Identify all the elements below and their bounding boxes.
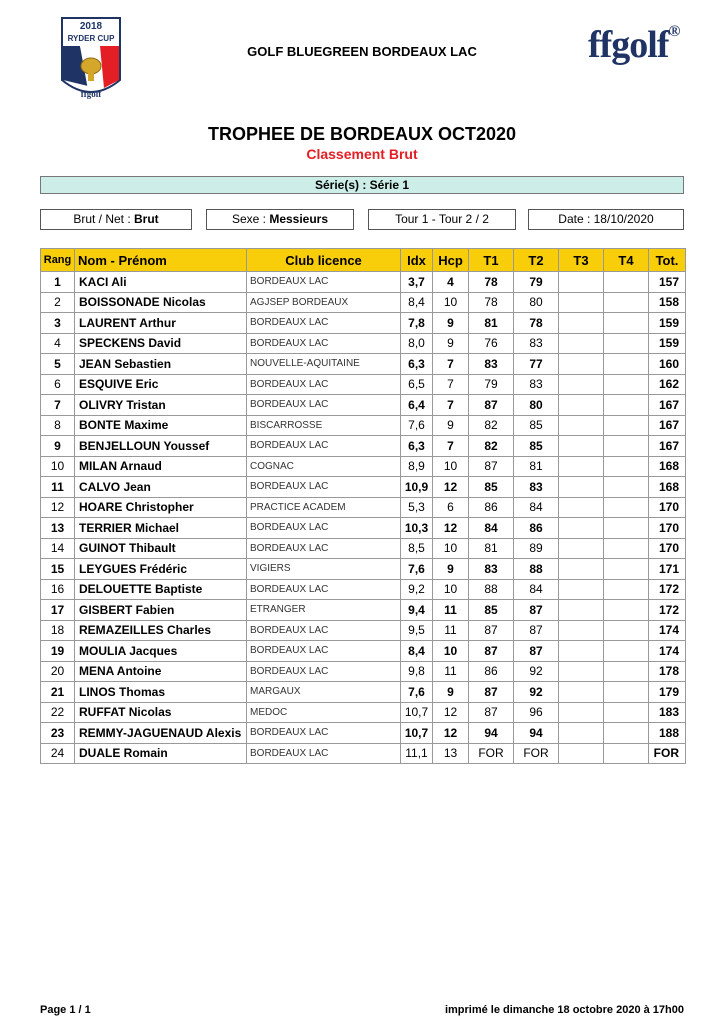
- cell-club: NOUVELLE-AQUITAINE: [247, 354, 401, 375]
- table-row: [41, 559, 686, 580]
- cell-t1: 82: [469, 436, 514, 457]
- cell-rang: 11: [41, 477, 75, 498]
- cell-hcp: 11: [433, 620, 469, 641]
- cell-t2: FOR: [514, 743, 559, 764]
- cell-hcp: 9: [433, 559, 469, 580]
- ffgolf-logo: ffgolf®: [588, 23, 680, 66]
- cell-rang: 6: [41, 374, 75, 395]
- cell-t3: [559, 600, 604, 621]
- cell-idx: 8,4: [401, 292, 433, 313]
- cell-idx: 9,8: [401, 661, 433, 682]
- cell-t1: 83: [469, 559, 514, 580]
- brut-net-box: [40, 209, 192, 230]
- cell-t1: 87: [469, 395, 514, 416]
- cell-t3: [559, 415, 604, 436]
- cell-rang: 20: [41, 661, 75, 682]
- cell-t2: 84: [514, 497, 559, 518]
- table-row: [41, 641, 686, 662]
- sexe-label: Sexe :: [231, 212, 270, 226]
- cell-t2: 83: [514, 374, 559, 395]
- cell-t1: 85: [469, 600, 514, 621]
- table-row: [41, 702, 686, 723]
- cell-rang: 2: [41, 292, 75, 313]
- cell-idx: 7,6: [401, 682, 433, 703]
- cell-t2: 83: [514, 477, 559, 498]
- date-box: Date : 18/10/2020: [528, 209, 684, 230]
- cell-club: BORDEAUX LAC: [247, 477, 401, 498]
- cell-tot: 158: [649, 292, 686, 313]
- cell-idx: 7,6: [401, 559, 433, 580]
- cell-t2: 80: [514, 292, 559, 313]
- column-header-t3: T3: [559, 249, 604, 272]
- cell-club: COGNAC: [247, 456, 401, 477]
- cell-rang: 5: [41, 354, 75, 375]
- cell-hcp: 7: [433, 354, 469, 375]
- cell-hcp: 9: [433, 333, 469, 354]
- sexe-value: Messieurs: [269, 212, 329, 226]
- table-row: [41, 415, 686, 436]
- cell-nom: MENA Antoine: [75, 661, 247, 682]
- cell-t1: 81: [469, 538, 514, 559]
- cell-t4: [604, 415, 649, 436]
- cell-club: BORDEAUX LAC: [247, 620, 401, 641]
- cell-t4: [604, 620, 649, 641]
- cell-nom: BENJELLOUN Youssef: [75, 436, 247, 457]
- cell-t4: [604, 600, 649, 621]
- cell-t4: [604, 723, 649, 744]
- page-title: TROPHEE DE BORDEAUX OCT2020: [207, 124, 517, 144]
- cell-t4: [604, 374, 649, 395]
- cell-tot: 171: [649, 559, 686, 580]
- cell-t2: 85: [514, 415, 559, 436]
- column-header-rang: Rang: [41, 249, 75, 272]
- cell-idx: 10,7: [401, 702, 433, 723]
- cell-idx: 8,0: [401, 333, 433, 354]
- club-name: GOLF BLUEGREEN BORDEAUX LAC: [247, 44, 477, 59]
- cell-rang: 13: [41, 518, 75, 539]
- cell-t4: [604, 682, 649, 703]
- results-table: [40, 248, 686, 764]
- cell-rang: 15: [41, 559, 75, 580]
- cell-t3: [559, 661, 604, 682]
- table-row: [41, 354, 686, 375]
- cell-t1: 79: [469, 374, 514, 395]
- cell-nom: MILAN Arnaud: [75, 456, 247, 477]
- cell-t3: [559, 477, 604, 498]
- cell-t1: 88: [469, 579, 514, 600]
- cell-tot: 170: [649, 538, 686, 559]
- cell-nom: DUALE Romain: [75, 743, 247, 764]
- cell-club: MEDOC: [247, 702, 401, 723]
- cell-nom: CALVO Jean: [75, 477, 247, 498]
- cell-t4: [604, 456, 649, 477]
- cell-rang: 18: [41, 620, 75, 641]
- cell-idx: 7,6: [401, 415, 433, 436]
- cell-tot: 183: [649, 702, 686, 723]
- cell-hcp: 12: [433, 477, 469, 498]
- cell-t2: 92: [514, 661, 559, 682]
- cell-t1: FOR: [469, 743, 514, 764]
- cell-t1: 87: [469, 620, 514, 641]
- cell-club: BORDEAUX LAC: [247, 579, 401, 600]
- cell-idx: 9,2: [401, 579, 433, 600]
- cell-t2: 81: [514, 456, 559, 477]
- cell-nom: KACI Ali: [75, 272, 247, 293]
- table-row: [41, 436, 686, 457]
- cell-idx: 5,3: [401, 497, 433, 518]
- cell-idx: 6,3: [401, 436, 433, 457]
- cell-hcp: 4: [433, 272, 469, 293]
- cell-t4: [604, 333, 649, 354]
- cell-nom: OLIVRY Tristan: [75, 395, 247, 416]
- cell-hcp: 12: [433, 518, 469, 539]
- table-row: [41, 682, 686, 703]
- cell-hcp: 10: [433, 641, 469, 662]
- tour-box: Tour 1 - Tour 2 / 2: [368, 209, 516, 230]
- cell-rang: 10: [41, 456, 75, 477]
- cell-t3: [559, 518, 604, 539]
- table-row: [41, 538, 686, 559]
- cell-hcp: 9: [433, 313, 469, 334]
- sexe-box: [206, 209, 354, 230]
- cell-nom: HOARE Christopher: [75, 497, 247, 518]
- cell-t2: 85: [514, 436, 559, 457]
- cell-tot: 167: [649, 395, 686, 416]
- cell-t4: [604, 579, 649, 600]
- cell-nom: MOULIA Jacques: [75, 641, 247, 662]
- cell-tot: 170: [649, 518, 686, 539]
- cell-nom: GISBERT Fabien: [75, 600, 247, 621]
- cell-t2: 87: [514, 600, 559, 621]
- cell-club: BORDEAUX LAC: [247, 436, 401, 457]
- cell-hcp: 10: [433, 292, 469, 313]
- cell-rang: 4: [41, 333, 75, 354]
- cell-club: MARGAUX: [247, 682, 401, 703]
- cell-t4: [604, 661, 649, 682]
- cell-club: AGJSEP BORDEAUX: [247, 292, 401, 313]
- cell-club: BORDEAUX LAC: [247, 395, 401, 416]
- cell-nom: BOISSONADE Nicolas: [75, 292, 247, 313]
- cell-t2: 77: [514, 354, 559, 375]
- cell-rang: 14: [41, 538, 75, 559]
- cell-t1: 78: [469, 292, 514, 313]
- cell-club: BISCARROSSE: [247, 415, 401, 436]
- cell-club: BORDEAUX LAC: [247, 743, 401, 764]
- table-row: [41, 600, 686, 621]
- cell-tot: 174: [649, 620, 686, 641]
- cell-nom: ESQUIVE Eric: [75, 374, 247, 395]
- cell-t4: [604, 477, 649, 498]
- cell-tot: 172: [649, 600, 686, 621]
- cell-rang: 19: [41, 641, 75, 662]
- cell-rang: 7: [41, 395, 75, 416]
- cell-hcp: 11: [433, 661, 469, 682]
- cell-t2: 87: [514, 620, 559, 641]
- table-row: [41, 477, 686, 498]
- printed-date: imprimé le dimanche 18 octobre 2020 à 17h00: [444, 1004, 684, 1016]
- cell-t2: 89: [514, 538, 559, 559]
- cell-t4: [604, 559, 649, 580]
- cell-t1: 87: [469, 456, 514, 477]
- cell-rang: 22: [41, 702, 75, 723]
- cell-rang: 17: [41, 600, 75, 621]
- cell-idx: 10,7: [401, 723, 433, 744]
- column-header-idx: Idx: [401, 249, 433, 272]
- cell-t4: [604, 641, 649, 662]
- column-header-club: Club licence: [247, 249, 401, 272]
- cell-t4: [604, 272, 649, 293]
- cell-t3: [559, 374, 604, 395]
- cell-rang: 12: [41, 497, 75, 518]
- cell-club: BORDEAUX LAC: [247, 272, 401, 293]
- table-row: [41, 272, 686, 293]
- cell-tot: 174: [649, 641, 686, 662]
- cell-tot: 170: [649, 497, 686, 518]
- cell-nom: REMAZEILLES Charles: [75, 620, 247, 641]
- cell-t1: 94: [469, 723, 514, 744]
- cell-t1: 84: [469, 518, 514, 539]
- page-number: Page 1 / 1: [40, 1004, 91, 1016]
- cell-idx: 9,5: [401, 620, 433, 641]
- cell-t3: [559, 641, 604, 662]
- cell-tot: 178: [649, 661, 686, 682]
- column-header-nom: Nom - Prénom: [75, 249, 247, 272]
- cell-hcp: 10: [433, 538, 469, 559]
- ffgolf-logo-text: ffgolf: [588, 24, 669, 66]
- cell-t4: [604, 292, 649, 313]
- cell-tot: 167: [649, 436, 686, 457]
- table-header-row: [41, 249, 686, 272]
- table-row: [41, 292, 686, 313]
- cell-hcp: 7: [433, 436, 469, 457]
- cell-t2: 88: [514, 559, 559, 580]
- cell-t4: [604, 538, 649, 559]
- cell-tot: 168: [649, 456, 686, 477]
- table-row: [41, 723, 686, 744]
- cell-nom: LINOS Thomas: [75, 682, 247, 703]
- cell-t2: 79: [514, 272, 559, 293]
- cell-tot: 159: [649, 333, 686, 354]
- cell-t3: [559, 559, 604, 580]
- cell-t3: [559, 723, 604, 744]
- cell-nom: TERRIER Michael: [75, 518, 247, 539]
- cell-rang: 24: [41, 743, 75, 764]
- cell-t1: 76: [469, 333, 514, 354]
- table-row: [41, 374, 686, 395]
- cell-hcp: 9: [433, 682, 469, 703]
- cell-rang: 21: [41, 682, 75, 703]
- column-header-t1: T1: [469, 249, 514, 272]
- cell-nom: DELOUETTE Baptiste: [75, 579, 247, 600]
- cell-t3: [559, 354, 604, 375]
- table-body: [41, 272, 686, 764]
- cell-t3: [559, 456, 604, 477]
- column-header-t2: T2: [514, 249, 559, 272]
- brut-net-label: Brut / Net :: [73, 212, 134, 226]
- logo-year: 2018: [79, 21, 103, 32]
- cell-hcp: 11: [433, 600, 469, 621]
- cell-t3: [559, 436, 604, 457]
- cell-club: PRACTICE ACADEM: [247, 497, 401, 518]
- cell-t1: 87: [469, 682, 514, 703]
- cell-hcp: 10: [433, 579, 469, 600]
- cell-t1: 87: [469, 702, 514, 723]
- cell-club: BORDEAUX LAC: [247, 538, 401, 559]
- cell-t1: 81: [469, 313, 514, 334]
- cell-rang: 8: [41, 415, 75, 436]
- cell-t4: [604, 497, 649, 518]
- cell-hcp: 9: [433, 415, 469, 436]
- cell-t2: 80: [514, 395, 559, 416]
- cell-idx: 11,1: [401, 743, 433, 764]
- cell-nom: JEAN Sebastien: [75, 354, 247, 375]
- cell-hcp: 10: [433, 456, 469, 477]
- page-subtitle: Classement Brut: [306, 146, 418, 162]
- cell-idx: 10,3: [401, 518, 433, 539]
- cell-t3: [559, 395, 604, 416]
- cell-tot: 157: [649, 272, 686, 293]
- cell-nom: LEYGUES Frédéric: [75, 559, 247, 580]
- cell-hcp: 13: [433, 743, 469, 764]
- column-header-hcp: Hcp: [433, 249, 469, 272]
- cell-t3: [559, 702, 604, 723]
- cell-tot: 172: [649, 579, 686, 600]
- cell-t4: [604, 702, 649, 723]
- cell-idx: 6,3: [401, 354, 433, 375]
- cell-tot: 159: [649, 313, 686, 334]
- cell-rang: 9: [41, 436, 75, 457]
- table-row: [41, 661, 686, 682]
- table-row: [41, 313, 686, 334]
- cell-t3: [559, 313, 604, 334]
- cell-club: BORDEAUX LAC: [247, 313, 401, 334]
- table-row: [41, 518, 686, 539]
- table-row: [41, 497, 686, 518]
- cell-club: ETRANGER: [247, 600, 401, 621]
- cell-club: BORDEAUX LAC: [247, 518, 401, 539]
- cell-idx: 6,4: [401, 395, 433, 416]
- cell-idx: 8,4: [401, 641, 433, 662]
- cell-t4: [604, 518, 649, 539]
- logo-brand: ffgolf: [80, 89, 102, 99]
- ryder-cup-logo: [60, 16, 122, 104]
- cell-t1: 87: [469, 641, 514, 662]
- cell-idx: 6,5: [401, 374, 433, 395]
- cell-t2: 83: [514, 333, 559, 354]
- column-header-t4: T4: [604, 249, 649, 272]
- cell-nom: REMMY-JAGUENAUD Alexis: [75, 723, 247, 744]
- cell-rang: 23: [41, 723, 75, 744]
- cell-nom: RUFFAT Nicolas: [75, 702, 247, 723]
- cell-club: BORDEAUX LAC: [247, 723, 401, 744]
- cell-t1: 86: [469, 661, 514, 682]
- cell-t1: 85: [469, 477, 514, 498]
- brut-net-value: Brut: [134, 212, 159, 226]
- table-row: [41, 579, 686, 600]
- cell-idx: 10,9: [401, 477, 433, 498]
- cell-t3: [559, 743, 604, 764]
- cell-t3: [559, 497, 604, 518]
- cell-t4: [604, 395, 649, 416]
- cell-idx: 3,7: [401, 272, 433, 293]
- cell-hcp: 12: [433, 702, 469, 723]
- cell-tot: 188: [649, 723, 686, 744]
- cell-t2: 86: [514, 518, 559, 539]
- cell-t4: [604, 436, 649, 457]
- cell-t1: 82: [469, 415, 514, 436]
- cell-t2: 94: [514, 723, 559, 744]
- cell-club: VIGIERS: [247, 559, 401, 580]
- cell-t3: [559, 333, 604, 354]
- cell-t2: 78: [514, 313, 559, 334]
- cell-idx: 8,5: [401, 538, 433, 559]
- cell-t4: [604, 313, 649, 334]
- cell-t2: 92: [514, 682, 559, 703]
- logo-ryder-cup: RYDER CUP: [67, 34, 115, 43]
- cell-t4: [604, 354, 649, 375]
- table-row: [41, 620, 686, 641]
- table-row: [41, 395, 686, 416]
- cell-club: BORDEAUX LAC: [247, 333, 401, 354]
- table-row: [41, 333, 686, 354]
- cell-tot: 160: [649, 354, 686, 375]
- cell-t2: 96: [514, 702, 559, 723]
- cell-tot: 167: [649, 415, 686, 436]
- cell-rang: 3: [41, 313, 75, 334]
- cell-rang: 16: [41, 579, 75, 600]
- cell-t3: [559, 682, 604, 703]
- column-header-tot: Tot.: [649, 249, 686, 272]
- cell-rang: 1: [41, 272, 75, 293]
- cell-nom: BONTE Maxime: [75, 415, 247, 436]
- cell-tot: 168: [649, 477, 686, 498]
- cell-hcp: 7: [433, 374, 469, 395]
- cell-t3: [559, 292, 604, 313]
- cell-t3: [559, 579, 604, 600]
- cell-idx: 8,9: [401, 456, 433, 477]
- table-row: [41, 743, 686, 764]
- cell-t4: [604, 743, 649, 764]
- cell-tot: 179: [649, 682, 686, 703]
- cell-club: BORDEAUX LAC: [247, 661, 401, 682]
- cell-nom: LAURENT Arthur: [75, 313, 247, 334]
- cell-club: BORDEAUX LAC: [247, 374, 401, 395]
- cell-t2: 84: [514, 579, 559, 600]
- cell-idx: 7,8: [401, 313, 433, 334]
- cell-t3: [559, 620, 604, 641]
- cell-t1: 78: [469, 272, 514, 293]
- cell-tot: 162: [649, 374, 686, 395]
- cell-nom: SPECKENS David: [75, 333, 247, 354]
- cell-tot: FOR: [649, 743, 686, 764]
- table-row: [41, 456, 686, 477]
- cell-hcp: 7: [433, 395, 469, 416]
- cell-t1: 83: [469, 354, 514, 375]
- cell-t1: 86: [469, 497, 514, 518]
- cell-t3: [559, 538, 604, 559]
- serie-bar: Série(s) : Série 1: [40, 176, 684, 194]
- cell-nom: GUINOT Thibault: [75, 538, 247, 559]
- cell-t2: 87: [514, 641, 559, 662]
- cell-t3: [559, 272, 604, 293]
- cell-club: BORDEAUX LAC: [247, 641, 401, 662]
- cell-hcp: 6: [433, 497, 469, 518]
- cell-idx: 9,4: [401, 600, 433, 621]
- cell-hcp: 12: [433, 723, 469, 744]
